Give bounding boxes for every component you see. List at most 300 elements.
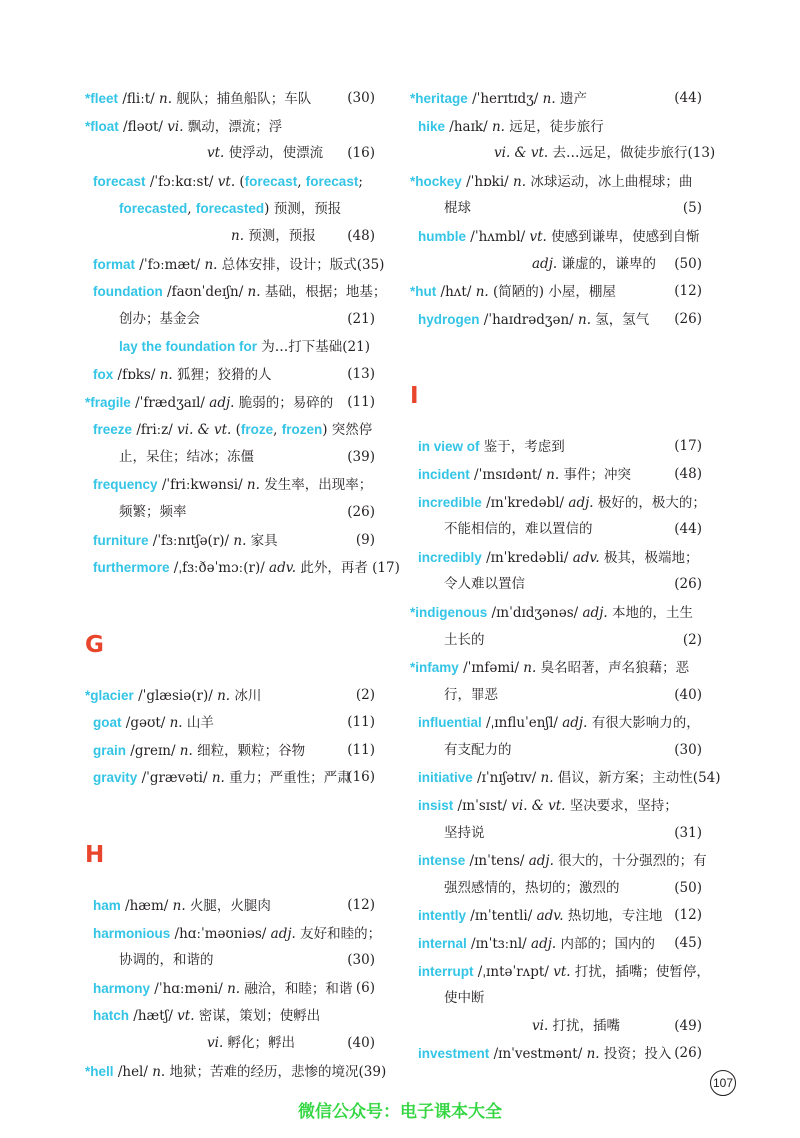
star-marker: *	[410, 173, 416, 189]
star-marker: *	[85, 1063, 91, 1079]
definition: 去…远足，做徒步旅行(13)	[548, 145, 716, 162]
definition: 发生率，出现率；	[259, 477, 373, 494]
phonetic: /gəʊt/	[121, 715, 170, 732]
headword: goat	[93, 715, 122, 731]
part-of-speech: adj.	[270, 925, 296, 942]
phonetic: /ˈfɜːnɪtʃə(r)/	[148, 532, 234, 549]
page-number: 107	[710, 1070, 736, 1096]
entry-row	[85, 682, 375, 710]
headword: forecast	[93, 173, 146, 189]
part-of-speech: n.	[578, 311, 591, 328]
definition: ) 预测，预报	[264, 201, 342, 218]
definition: 棍球	[444, 200, 471, 217]
entry-row	[85, 1058, 387, 1086]
entry-row	[85, 333, 375, 361]
headword: infamy	[415, 660, 459, 676]
entry-row	[410, 278, 702, 306]
part-of-speech: n.	[159, 91, 173, 107]
entry-row	[85, 223, 375, 251]
entry-row	[410, 599, 702, 627]
entry-row	[410, 571, 702, 599]
phonetic: /ˈfɔːkɑːst/	[145, 173, 218, 190]
page-reference: (30)	[347, 952, 375, 969]
definition: 基础，根据；地基；	[260, 284, 387, 301]
phonetic: /ˈgrævəti/	[137, 770, 212, 787]
entry-row	[85, 892, 375, 920]
phonetic: /fɒks/	[113, 366, 160, 383]
star-marker: *	[410, 91, 416, 106]
entry-row	[85, 168, 375, 196]
page-reference: (44)	[674, 521, 702, 538]
part-of-speech: n.	[152, 1063, 166, 1080]
part-of-speech: vt.	[207, 145, 225, 162]
part-of-speech: n.	[204, 256, 218, 273]
entry-row	[85, 306, 375, 334]
headword: fleet	[90, 91, 119, 106]
headword: indigenous	[415, 604, 488, 620]
headword: in view of	[418, 439, 480, 455]
definition: 使感到谦卑，使感到自惭	[546, 228, 700, 245]
entry-row	[410, 875, 702, 903]
headword: float	[90, 118, 119, 134]
page-reference: (6)	[355, 979, 375, 996]
definition: 倡议，新方案；主动性(54)	[553, 770, 721, 787]
phonetic: /ɪnˈtentli/	[466, 908, 537, 925]
entry-row	[410, 1040, 702, 1068]
page-reference: (26)	[347, 503, 375, 520]
phonetic: /ˌɪnfluˈenʃl/	[481, 715, 563, 732]
headword: initiative	[418, 770, 473, 786]
definition: 冰球运动，冰上曲棍球；曲	[526, 173, 693, 190]
definition: 脆弱的；易碎的	[234, 394, 334, 411]
headword: format	[93, 256, 136, 272]
headword: lay the foundation for	[119, 339, 257, 355]
phonetic: /hʌt/	[436, 284, 476, 301]
inflected-form: forecast	[305, 173, 359, 189]
definition: 地狱；苦难的经历，悲惨的境况(39)	[165, 1063, 387, 1080]
part-of-speech: n.	[217, 687, 231, 704]
part-of-speech: adj.	[209, 394, 235, 411]
entry-row	[410, 985, 702, 1013]
entry-row	[410, 489, 706, 517]
inflected-form: froze	[240, 422, 274, 438]
part-of-speech: vt.	[177, 1008, 195, 1025]
part-of-speech: adj.	[532, 255, 558, 272]
entry-row	[410, 682, 702, 710]
page-reference: (16)	[347, 145, 375, 162]
inflected-form: forecasted	[119, 201, 188, 217]
page-reference: (11)	[347, 393, 375, 410]
part-of-speech: adv.	[269, 560, 297, 577]
entry-row	[85, 113, 375, 141]
definition: 土长的	[444, 631, 485, 648]
definition: 使中断	[444, 990, 485, 1007]
entry-row	[85, 389, 375, 417]
definition: 家具	[246, 532, 278, 549]
headword: insist	[418, 798, 454, 814]
definition: 友好和睦的；	[295, 925, 382, 942]
headword: incident	[418, 466, 470, 482]
separator: ,	[273, 422, 282, 439]
entries-g	[85, 682, 375, 792]
definition: 鉴于，考虑到	[479, 439, 565, 456]
part-of-speech: n.	[246, 477, 260, 494]
headword: frequency	[93, 477, 158, 493]
entry-row	[410, 140, 716, 168]
part-of-speech: vi. & vt.	[494, 145, 549, 162]
headword: investment	[418, 1046, 490, 1062]
definition: 遗产	[555, 91, 587, 107]
definition: 极好的，极大的；	[593, 494, 706, 511]
part-of-speech: n.	[491, 118, 505, 135]
entry-row	[410, 654, 702, 682]
definition: 很大的，十分强烈的；有	[553, 853, 707, 870]
definition: 总体安排，设计；版式(35)	[217, 256, 385, 273]
page-reference: (2)	[355, 686, 375, 703]
part-of-speech: n.	[172, 898, 186, 915]
definition: 氢，氢气	[591, 311, 650, 328]
page-reference: (13)	[347, 365, 375, 382]
page-reference: (30)	[347, 90, 375, 106]
part-of-speech: n.	[542, 91, 556, 107]
page-reference: (26)	[674, 1045, 702, 1062]
entries-f	[85, 85, 400, 582]
headword: harmony	[93, 980, 151, 996]
phonetic: /ɪˈnɪʃətɪv/	[472, 770, 541, 787]
entry-row	[410, 958, 710, 986]
phonetic: /ˌfɜːðəˈmɔː(r)/	[169, 560, 270, 577]
part-of-speech: n.	[211, 770, 225, 787]
part-of-speech: vi.	[167, 118, 184, 135]
part-of-speech: n.	[231, 227, 244, 244]
definition: 火腿，火腿肉	[185, 898, 271, 915]
entry-row	[85, 947, 375, 975]
phonetic: /friːz/	[132, 422, 178, 439]
phonetic: /ɪnˈkredəbl/	[481, 494, 569, 511]
definition: (简陋的) 小屋，棚屋	[488, 284, 616, 301]
phonetic: /hɑːˈməʊniəs/	[170, 925, 271, 942]
star-marker: *	[410, 284, 416, 300]
section-letter-i: I	[410, 383, 419, 410]
definition: 孵化；孵出	[223, 1035, 296, 1052]
entry-row	[410, 792, 702, 820]
star-marker: *	[85, 91, 91, 106]
phonetic: /ɪnˈsɪst/	[453, 798, 512, 815]
phonetic: /ˈfrædʒaɪl/	[130, 394, 210, 411]
page-reference: (44)	[674, 90, 702, 106]
headword: hydrogen	[418, 311, 480, 327]
part-of-speech: adj.	[568, 494, 594, 511]
definition: 细粒，颗粒；谷物	[192, 742, 306, 759]
page-reference: (30)	[674, 741, 702, 758]
left-column	[85, 85, 400, 1085]
entry-row	[410, 902, 702, 930]
definition: 舰队；捕鱼船队；车队	[172, 91, 312, 107]
phonetic: /haɪk/	[445, 118, 492, 135]
entry-row	[410, 627, 702, 655]
part-of-speech: n.	[586, 1046, 600, 1063]
entry-row	[410, 820, 702, 848]
section-letter-h: H	[85, 842, 105, 869]
definition: 事件；冲突	[559, 466, 631, 483]
page-reference: (45)	[674, 935, 702, 952]
part-of-speech: adj.	[528, 853, 554, 870]
star-marker: *	[410, 604, 416, 620]
entry-row	[410, 461, 702, 489]
entry-row	[410, 516, 702, 544]
entry-row	[85, 975, 375, 1003]
entry-row	[410, 847, 707, 875]
entry-row	[410, 737, 702, 765]
headword: internal	[418, 936, 467, 952]
part-of-speech: n.	[540, 770, 554, 787]
headword: foundation	[93, 284, 163, 300]
page-reference: (9)	[355, 531, 375, 548]
definition: 热切地，专注地	[563, 908, 663, 925]
definition: 频繁；频率	[119, 503, 187, 520]
phonetic: /ˌɪntəˈrʌpt/	[473, 963, 554, 980]
headword: freeze	[93, 422, 133, 438]
phonetic: /ɪnˈdɪdʒənəs/	[487, 604, 583, 621]
entry-row	[85, 444, 375, 472]
part-of-speech: n.	[513, 173, 527, 190]
footer-watermark: 微信公众号：电子课本大全	[298, 1102, 502, 1122]
part-of-speech: n.	[523, 660, 537, 677]
definition: 止，呆住；结冰；冻僵	[119, 448, 254, 465]
entry-row	[85, 251, 385, 279]
star-marker: *	[85, 687, 91, 703]
phonetic: /hætʃ/	[129, 1008, 178, 1025]
star-marker: *	[85, 394, 91, 410]
page-reference: (5)	[682, 200, 702, 217]
definition: 打扰，插嘴；使暂停，	[570, 963, 710, 980]
headword: humble	[418, 228, 467, 244]
entry-row	[85, 737, 375, 765]
headword: interrupt	[418, 963, 474, 979]
inflected-form: forecasted	[195, 201, 265, 217]
phonetic: /ɪnˈtɜːnl/	[466, 936, 532, 953]
phonetic: /ˈhɒki/	[461, 173, 514, 190]
phonetic: /ɪnˈvestmənt/	[489, 1046, 587, 1063]
phonetic: /ˈherɪtɪdʒ/	[467, 91, 543, 107]
page-reference: (17)	[674, 438, 702, 455]
headword: harmonious	[93, 925, 171, 941]
headword: intently	[418, 908, 467, 924]
phonetic: /greɪn/	[126, 742, 180, 759]
page-reference: (12)	[674, 907, 702, 924]
definition: 谦虚的，谦卑的	[557, 255, 656, 272]
definition: 不能相信的，难以置信的	[444, 521, 593, 538]
star-marker: *	[410, 660, 416, 676]
entry-row	[85, 85, 375, 113]
phonetic: /ˈɪnfəmi/	[458, 660, 524, 677]
part-of-speech: adj.	[562, 715, 588, 732]
headword: gravity	[93, 770, 138, 786]
definition: 内部的；国内的	[556, 936, 655, 953]
definition: 冰川	[230, 687, 262, 704]
page-reference: (49)	[674, 1017, 702, 1034]
entry-row	[410, 764, 721, 792]
page-reference: (50)	[674, 255, 702, 272]
entry-row	[85, 499, 375, 527]
entries-h	[85, 892, 387, 1085]
entry-row	[85, 361, 375, 389]
part-of-speech: vt.	[217, 173, 236, 190]
part-of-speech: vi.	[207, 1035, 224, 1052]
entries-h-continued	[410, 85, 716, 333]
definition: 重力；严重性；严肃	[224, 770, 351, 787]
headword: hell	[90, 1063, 114, 1079]
entry-row	[85, 416, 375, 444]
part-of-speech: vt.	[553, 963, 571, 980]
entry-row	[410, 709, 702, 737]
definition: 极其，极端地；	[599, 549, 699, 566]
definition: 远足，徒步旅行	[504, 118, 604, 135]
section-letter-g: G	[85, 631, 104, 658]
definition: 打扰，插嘴	[548, 1017, 621, 1034]
entry-row	[410, 223, 702, 251]
phonetic: /ˈɪnsɪdənt/	[469, 466, 547, 483]
definition: 投资；投入	[599, 1046, 672, 1063]
entry-row	[85, 709, 375, 737]
page-reference: (12)	[347, 897, 375, 914]
inflected-form: forecast	[244, 173, 298, 189]
definition-tail: ) 突然停	[322, 422, 373, 439]
definition: 行，罪恶	[444, 686, 498, 703]
definition: 融洽，和睦；和谐	[240, 980, 353, 997]
phonetic: /ˈhʌmbl/	[466, 228, 530, 245]
page-reference: (11)	[347, 714, 375, 731]
entry-row	[410, 930, 702, 958]
definition: 密谋，策划；使孵出	[194, 1008, 321, 1025]
headword: hatch	[93, 1008, 130, 1024]
page-reference: (2)	[682, 631, 702, 648]
entry-row	[410, 85, 702, 113]
inflected-form: frozen	[281, 422, 323, 438]
entry-row	[410, 251, 702, 279]
star-marker: *	[85, 118, 91, 134]
entry-row	[85, 527, 375, 555]
part-of-speech: n.	[169, 715, 183, 732]
separator: ,	[297, 173, 306, 190]
headword: fox	[93, 366, 114, 382]
part-of-speech: n.	[227, 980, 241, 997]
page-reference: (26)	[674, 576, 702, 593]
entry-row	[85, 920, 382, 948]
phonetic: /ˈfɔːmæt/	[135, 256, 205, 273]
headword: incredible	[418, 494, 482, 510]
definition: 创办；基金会	[119, 310, 200, 327]
definition: (	[235, 173, 245, 190]
definition: 使浮动，使漂流	[224, 145, 324, 162]
definition: 为…打下基础(21)	[257, 339, 371, 356]
page-reference: (11)	[347, 741, 375, 758]
definition-tail: ;	[358, 173, 363, 190]
phonetic: /fliːt/	[118, 91, 160, 107]
definition: 强烈感情的，热切的；激烈的	[444, 879, 620, 896]
phonetic: /ɪnˈtens/	[465, 853, 529, 870]
entry-row	[410, 1013, 702, 1041]
page-reference: (31)	[674, 824, 702, 841]
headword: ham	[93, 898, 121, 914]
phonetic: /ɪnˈkredəbli/	[481, 549, 573, 566]
phonetic: /ˈhɑːməni/	[150, 980, 228, 997]
definition: 坚持说	[444, 824, 485, 841]
entry-row	[85, 1030, 375, 1058]
definition: 协调的，和谐的	[119, 952, 214, 969]
part-of-speech: vi. & vt.	[177, 422, 232, 439]
definition: 狐狸；狡猾的人	[172, 366, 272, 383]
headword: hut	[415, 284, 437, 300]
part-of-speech: adv.	[536, 908, 564, 925]
page-reference: (40)	[347, 1035, 375, 1052]
page-reference: (12)	[674, 283, 702, 300]
definition: 预测，预报	[244, 227, 316, 244]
definition: 本地的，土生	[607, 604, 693, 621]
part-of-speech: n.	[247, 284, 261, 301]
headword: furniture	[93, 532, 149, 548]
right-column	[410, 85, 721, 1068]
part-of-speech: vi.	[532, 1017, 549, 1034]
part-of-speech: vi. & vt.	[511, 798, 566, 815]
entry-row	[85, 195, 375, 223]
definition: 臭名昭著，声名狼藉；恶	[536, 660, 690, 677]
page-reference: (16)	[347, 769, 375, 786]
part-of-speech: adv.	[572, 549, 600, 566]
part-of-speech: adj.	[531, 936, 557, 953]
page-reference: (21)	[347, 310, 375, 327]
definition: 坚决要求，坚持；	[565, 798, 678, 815]
entry-row	[85, 554, 400, 582]
separator: ,	[187, 201, 196, 218]
phonetic: /hæm/	[120, 898, 173, 915]
page-reference: (39)	[347, 448, 375, 465]
entry-row	[85, 764, 375, 792]
entry-row	[410, 168, 702, 196]
definition: 此外，再者 (17)	[296, 560, 400, 577]
phonetic: /ˈfriːkwənsi/	[157, 477, 247, 494]
entry-row	[410, 544, 702, 572]
phonetic: /hel/	[113, 1063, 153, 1080]
headword: grain	[93, 742, 127, 758]
page-reference: (48)	[347, 227, 375, 244]
definition: 有很大影响力的，	[587, 715, 700, 732]
entry-row	[410, 113, 702, 141]
headword: furthermore	[93, 560, 170, 576]
part-of-speech: n.	[233, 532, 247, 549]
definition: 飘动，漂流；浮	[183, 118, 283, 135]
definition: 令人难以置信	[444, 576, 525, 593]
part-of-speech: adj.	[582, 604, 608, 621]
headword: glacier	[90, 687, 134, 703]
entry-row	[410, 195, 702, 223]
page-reference: (48)	[674, 465, 702, 482]
definition: 有支配力的	[444, 741, 512, 758]
definition: (	[231, 422, 241, 439]
part-of-speech: n.	[179, 742, 193, 759]
part-of-speech: n.	[475, 284, 489, 301]
headword: hike	[418, 118, 446, 134]
phonetic: /fləʊt/	[118, 118, 168, 135]
entry-row	[85, 278, 387, 306]
phonetic: /ˈglæsiə(r)/	[133, 687, 218, 704]
entry-row	[410, 433, 702, 461]
headword: fragile	[90, 394, 131, 410]
page-reference: (26)	[674, 310, 702, 327]
definition: 山羊	[182, 715, 214, 732]
entries-i	[410, 433, 721, 1068]
part-of-speech: vt.	[529, 228, 547, 245]
